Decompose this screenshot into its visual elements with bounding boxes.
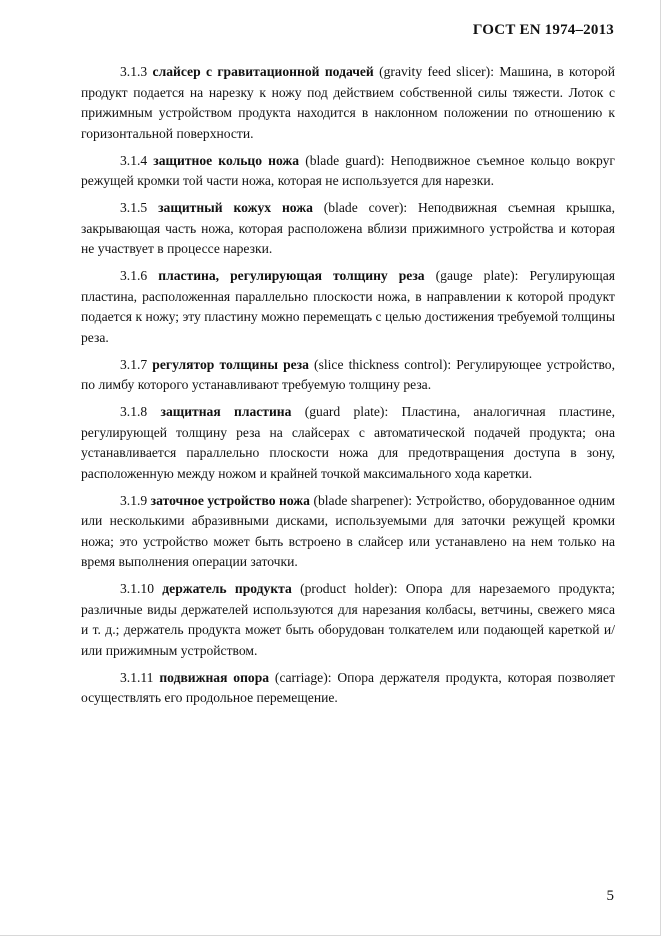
entry-definition: Устройство, оборудованное одним или несколькими абразивными дисками, используемыми для заточки режущей кромки ножа; это устройство может быть встроено в слайсер или устанавлено на нем только на время выполнения операции заточки. — [81, 492, 616, 569]
entry-definition: Неподвижное съемное кольцо вокруг режущей кромки той части ножа, которая не используется для нарезки. — [81, 152, 616, 188]
entry-term: слайсер с гравитационной подачей — [152, 64, 374, 79]
definition-entry-3-1-11 — [81, 668, 615, 709]
definition-entry-3-1-4 — [81, 151, 615, 192]
entry-english-term: (product holder): — [300, 581, 398, 596]
entry-number: 3.1.10 — [120, 581, 154, 596]
entry-definition: Регулирующая пластина, расположенная параллельно плоскости ножа, в направлении к которой продукт подается к ножу; эту пластину можно перемещать с целью достижения требуемой толщины реза. — [81, 268, 616, 345]
document-body — [81, 62, 615, 715]
entry-english-term: (blade sharpener): — [313, 492, 413, 508]
entry-definition: Опора держателя продукта, которая позволяет осуществлять его продольное перемещение. — [81, 669, 615, 705]
entry-term: регулятор толщины реза — [152, 356, 309, 372]
entry-english-term: (slice thickness control): — [314, 356, 452, 372]
entry-definition: Машина, в которой продукт подается на нарезку к ножу под действием собственной силы тяжести. Лоток с прижимным устройством продукта находится в наклонном положении по отношению к горизонтальной поверхности. — [81, 64, 615, 141]
entry-english-term: (carriage): — [274, 669, 332, 685]
entry-term: заточное устройство ножа — [150, 492, 310, 508]
definition-entry-3-1-8 — [81, 402, 615, 484]
entry-number: 3.1.4 — [120, 152, 148, 168]
definition-entry-3-1-9 — [81, 491, 615, 573]
entry-english-term: (guard plate): — [304, 404, 389, 419]
entry-number: 3.1.6 — [120, 268, 148, 283]
entry-english-term: (gravity feed slicer): — [379, 64, 494, 79]
entry-term: защитный кожух ножа — [158, 200, 313, 215]
entry-number: 3.1.11 — [120, 669, 154, 685]
definition-entry-3-1-3 — [81, 62, 615, 144]
page-number: 5 — [606, 888, 614, 904]
definition-entry-3-1-6 — [81, 266, 615, 348]
definition-entry-3-1-7 — [81, 355, 615, 396]
entry-number: 3.1.3 — [120, 64, 148, 79]
entry-number: 3.1.5 — [120, 200, 148, 215]
entry-english-term: (blade cover): — [323, 200, 408, 215]
entry-term: защитное кольцо ножа — [153, 152, 300, 168]
entry-english-term: (blade guard): — [305, 152, 385, 168]
entry-definition: Опора для нарезаемого продукта; различные виды держателей используются для нарезания колбасы, ветчины, свежего мяса и т. д.; держатель продукта может быть оборудован толкателем или подающей кареткой и/или прижимным устройством. — [81, 581, 616, 658]
entry-term: подвижная опора — [159, 669, 270, 685]
entry-number: 3.1.9 — [120, 492, 148, 508]
entry-term: пластина, регулирующая толщину реза — [158, 268, 425, 283]
entry-definition: Неподвижная съемная крышка, закрывающая часть ножа, которая расположена вблизи прижимного устройства и которая не участвует в процессе нарезки. — [81, 200, 615, 256]
entry-number: 3.1.7 — [120, 356, 148, 372]
entry-definition: Пластина, аналогичная пластине, регулирующей толщину реза на слайсерах с автоматической подачей продукта; она устанавливается параллельно плоскости ножа для предотвращения доступа в зону, расположенную между ножом и крайней точкой максимального хода каретки. — [81, 404, 616, 481]
entry-definition: Регулирующее устройство, по лимбу которого устанавливают требуемую толщину реза. — [81, 356, 615, 392]
document-header-title: ГОСТ EN 1974–2013 — [472, 22, 614, 38]
entry-term: держатель продукта — [162, 581, 292, 596]
entry-english-term: (gauge plate): — [435, 268, 519, 283]
entry-number: 3.1.8 — [120, 404, 148, 419]
definition-entry-3-1-10 — [81, 579, 615, 661]
entry-term: защитная пластина — [160, 404, 292, 419]
definition-entry-3-1-5 — [81, 198, 615, 260]
